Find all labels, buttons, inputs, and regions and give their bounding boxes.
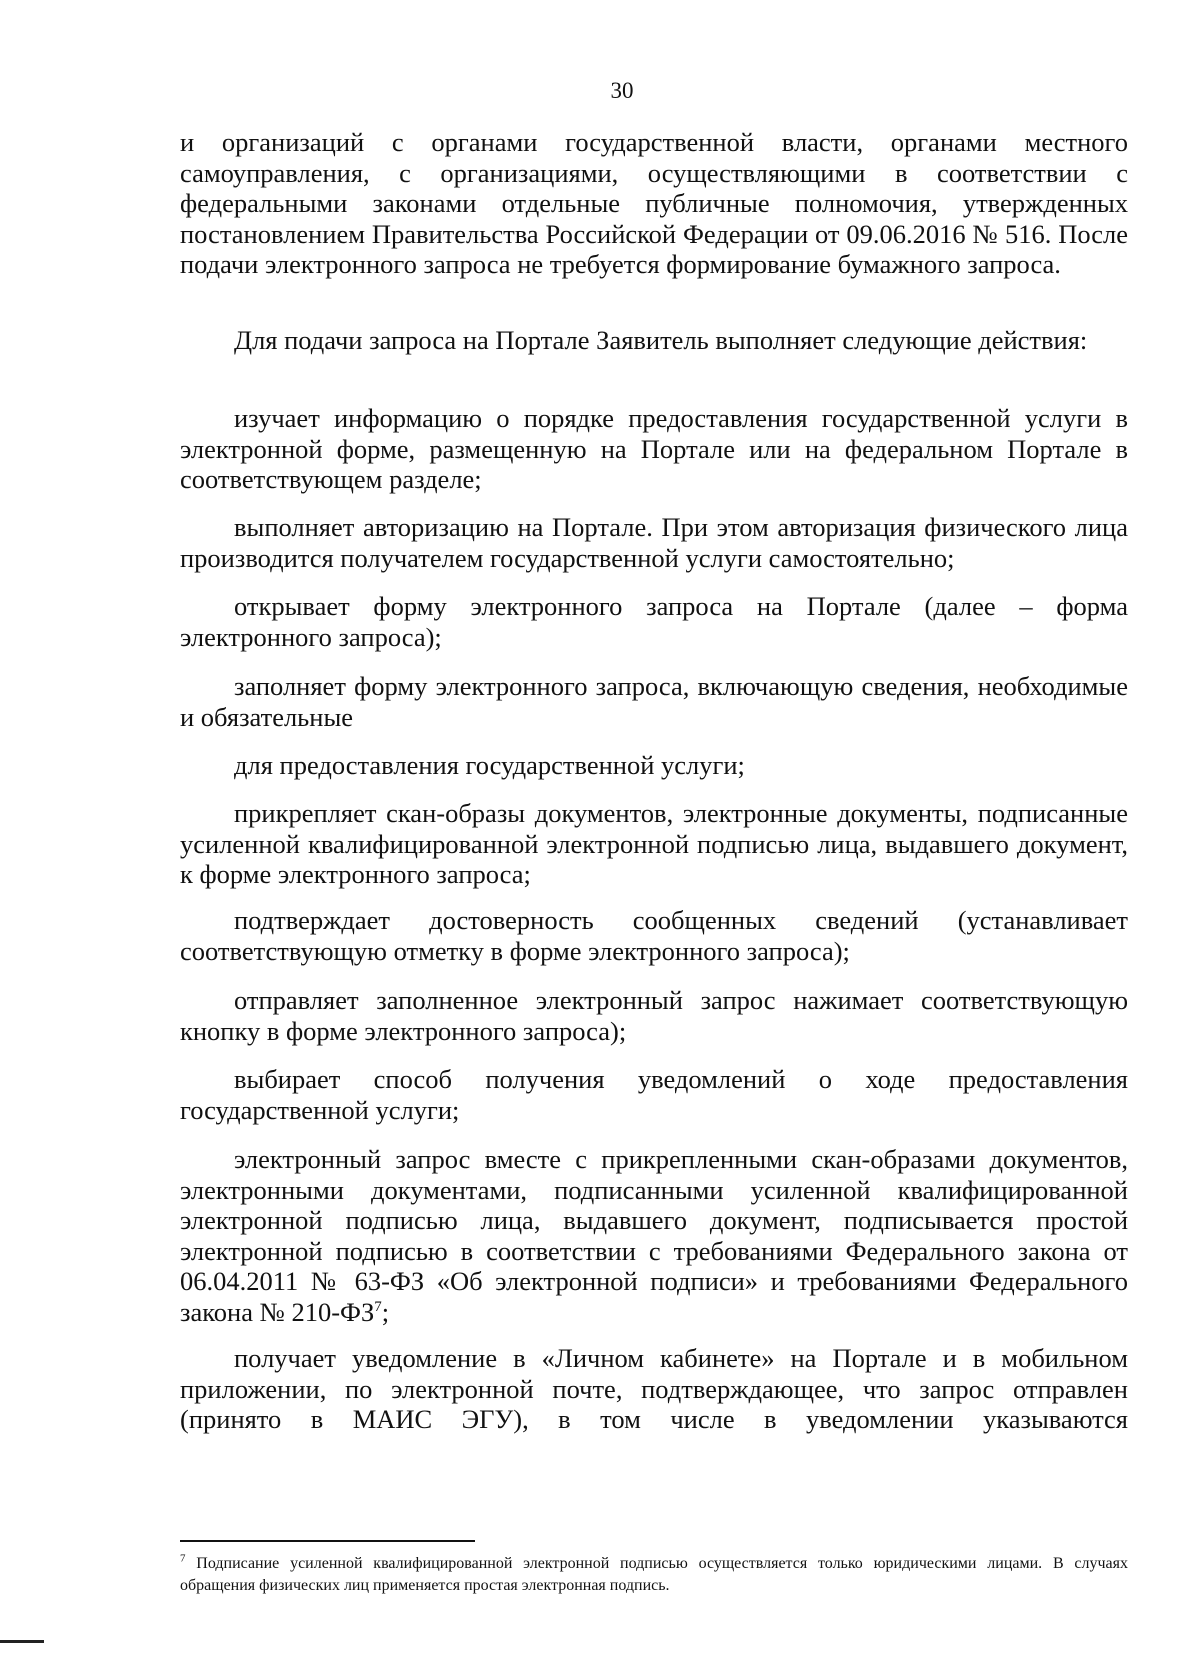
footnote-separator (180, 1540, 475, 1542)
footnote-text: Подписание усиленной квалифицированной электронной подписью осуществляется только юридическими лицами. В случаях обращения физических лиц применяется простая электронная подпись. (180, 1555, 1129, 1594)
paragraph-step-notifications: выбирает способ получения уведомлений о ходе предоставления государственной услуги; (180, 1064, 1128, 1125)
footnote-reference: 7 (374, 1298, 382, 1315)
scan-edge-mark (0, 1640, 44, 1643)
paragraph-step-receive-notification: получает уведомление в «Личном кабинете» на Портале и в мобильном приложении, по электронной почте, подтверждающее, что запрос отправлен (принято в МАИС ЭГУ), в том числе в уведомлении указываются (180, 1343, 1128, 1434)
footnote-reference-punctuation: ; (381, 1296, 390, 1327)
paragraph-step-confirm: подтверждает достоверность сообщенных сведений (устанавливает соответствующую отметку в форме электронного запроса); (180, 905, 1128, 966)
footnote (180, 1553, 1128, 1597)
paragraph-portal-intro: Для подачи запроса на Портале Заявитель выполняет следующие действия: (234, 325, 1088, 355)
paragraph-step-study: изучает информацию о порядке предоставления государственной услуги в электронной форме, размещенную на Портале или на федеральном Портале в соответствующем разделе; (180, 403, 1128, 494)
paragraph-step-send: отправляет заполненное электронный запрос нажимает соответствующую кнопку в форме электронного запроса); (180, 985, 1128, 1046)
paragraph-step-attach: прикрепляет скан-образы документов, электронные документы, подписанные усиленной квалифицированной электронной подписью лица, выдавшего документ, к форме электронного запроса; (180, 798, 1128, 889)
paragraph-continuation: и организаций с органами государственной власти, органами местного самоуправления, с организациями, осуществляющими в соответствии с федеральными законами отдельные публичные полномочия, утвержденных постановлением Правительства Российской Федерации от 09.06.2016 № 516. После подачи электронного запроса не требуется формирование бумажного запроса. (180, 127, 1128, 279)
page-number: 30 (610, 78, 634, 103)
footnote-marker: 7 (180, 1552, 186, 1565)
paragraph-step-fill-form: заполняет форму электронного запроса, включающую сведения, необходимые и обязательные (180, 671, 1128, 732)
paragraph-step-authorize: выполняет авторизацию на Портале. При этом авторизация физического лица производится получателем государственной услуги самостоятельно; (180, 512, 1128, 573)
paragraph-step-fill-form-continued: для предоставления государственной услуги; (234, 750, 745, 780)
paragraph-signature (180, 1144, 1128, 1327)
paragraph-step-open-form: открывает форму электронного запроса на Портале (далее – форма электронного запроса); (180, 591, 1128, 652)
paragraph-signature-text: электронный запрос вместе с прикрепленными скан-образами документов, электронными документами, подписанными усиленной квалифицированной электронной подписью лица, выдавшего документ, подписывается простой электронной подписью в соответствии с требованиями Федерального закона от 06.04.2011 № 63-ФЗ «Об электронной подписи» и требованиями Федерального закона № 210-ФЗ (180, 1144, 1128, 1327)
